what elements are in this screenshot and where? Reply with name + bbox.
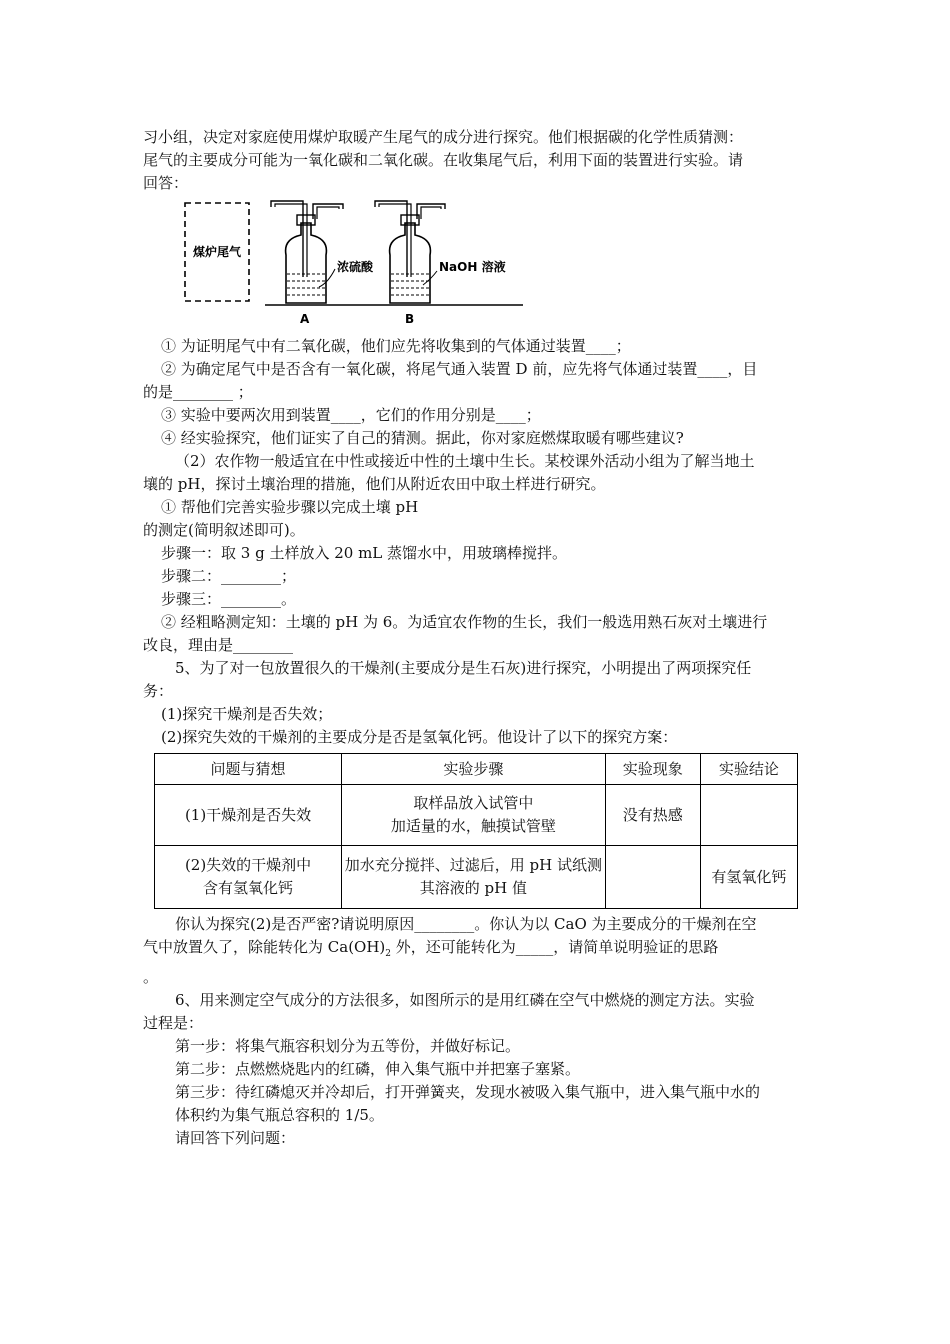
- cell-line: 取样品放入试管中: [413, 794, 534, 812]
- q1-line-5: ④ 经实验探究，他们证实了自己的猜测。据此，你对家庭燃煤取暖有哪些建议?: [161, 429, 684, 447]
- document-page: [143, 126, 811, 1150]
- table-cell: 有氢氧化钙: [700, 846, 797, 909]
- q5-line-4: (2)探究失效的干燥剂的主要成分是否是氢氧化钙。他设计了以下的探究方案：: [161, 728, 678, 746]
- q6-step-1: 第一步：将集气瓶容积划分为五等份，并做好标记。: [175, 1037, 521, 1055]
- table-header: 实验结论: [700, 754, 797, 785]
- q1-line-3: 的是________ ；: [143, 383, 253, 401]
- table-cell: [700, 785, 797, 846]
- after-table-line-2: [143, 936, 811, 966]
- after-table-line-2-pre: 气中放置久了，除能转化为 Ca(OH): [143, 938, 386, 956]
- table-cell: 没有热感: [605, 785, 700, 846]
- q6-step-2: 第二步：点燃燃烧匙内的红磷，伸入集气瓶中并把塞子塞紧。: [175, 1060, 581, 1078]
- bottle-b: [375, 201, 445, 303]
- q6-prompt: 请回答下列问题：: [175, 1129, 296, 1147]
- bottle-b-reagent: NaOH 溶液: [439, 260, 506, 274]
- table-cell: [342, 846, 606, 909]
- intro-line-1: 习小组，决定对家庭使用煤炉取暖产生尾气的成分进行探究。他们根据碳的化学性质猜测：: [143, 128, 744, 146]
- cell-line: 加水充分搅拌、过滤后，用 pH 试纸测: [344, 856, 602, 874]
- apparatus-figure: [143, 199, 811, 329]
- bottle-a: [271, 201, 343, 303]
- q6-step-3: 第三步：待红磷熄灭并冷却后，打开弹簧夹，发现水被吸入集气瓶中，进入集气瓶中水的: [175, 1083, 761, 1101]
- q2-line-9: 改良，理由是________: [143, 636, 294, 654]
- table-cell: [155, 846, 342, 909]
- q2-line-8: ② 经粗略测定知：土壤的 pH 为 6。为适宜农作物的生长，我们一般选用熟石灰对土壤进行: [161, 613, 768, 631]
- table-cell: [342, 785, 606, 846]
- q6-line-2: 过程是：: [143, 1014, 204, 1032]
- after-table-line-3: 。: [143, 968, 159, 986]
- table-cell: (1)干燥剂是否失效: [155, 785, 342, 846]
- subscript-2: 2: [385, 949, 392, 959]
- table-row: [155, 846, 798, 909]
- q2-step-3: 步骤三：________。: [161, 590, 297, 608]
- cell-line: (2)失效的干燥剂中: [184, 856, 312, 874]
- table-row: [155, 785, 798, 846]
- table-header: 问题与猜想: [155, 754, 342, 785]
- cell-line: 其溶液的 pH 值: [419, 879, 527, 897]
- after-table-line-1: 你认为探究(2)是否严密?请说明原因________。你认为以 CaO 为主要成分的干燥剂在空: [175, 915, 757, 933]
- q5-line-1: 5、为了对一包放置很久的干燥剂(主要成分是生石灰)进行探究，小明提出了两项探究任: [175, 659, 752, 677]
- q1-line-1: ① 为证明尾气中有二氧化碳，他们应先将收集到的气体通过装置____；: [161, 337, 631, 355]
- after-table-line-2-post: 外，还可能转化为_____，请简单说明验证的思路: [391, 938, 719, 956]
- label-a: A: [300, 312, 310, 326]
- table-cell: [605, 846, 700, 909]
- cell-line: 加适量的水，触摸试管壁: [390, 817, 556, 835]
- q2-line-4: 的测定(简明叙述即可)。: [143, 521, 305, 539]
- intro-line-2: 尾气的主要成分可能为一氧化碳和二氧化碳。在收集尾气后，利用下面的装置进行实验。请: [143, 151, 744, 169]
- q2-step-1: 步骤一：取 3 g 土样放入 20 mL 蒸馏水中，用玻璃棒搅拌。: [161, 544, 568, 562]
- q2-step-2: 步骤二：________；: [161, 567, 297, 585]
- q5-line-3: (1)探究干燥剂是否失效；: [161, 705, 333, 723]
- exhaust-gas-label: 煤炉尾气: [192, 245, 242, 259]
- bottle-a-reagent: 浓硫酸: [337, 260, 374, 274]
- q2-line-2: 壤的 pH，探讨土壤治理的措施，他们从附近农田中取土样进行研究。: [143, 475, 606, 493]
- experiment-table: [154, 753, 798, 909]
- apparatus-drawing: [183, 199, 523, 327]
- q1-line-2: ② 为确定尾气中是否含有一氧化碳，将尾气通入装置 D 前，应先将气体通过装置____，目: [161, 360, 758, 378]
- q2-line-1: （2）农作物一般适宜在中性或接近中性的土壤中生长。某校课外活动小组为了解当地土: [175, 452, 755, 470]
- table-header: 实验现象: [605, 754, 700, 785]
- q6-step-3-cont: 体积约为集气瓶总容积的 1/5。: [175, 1106, 384, 1124]
- table-header-row: [155, 754, 798, 785]
- q5-line-2: 务：: [143, 682, 174, 700]
- q2-line-3: ① 帮他们完善实验步骤以完成土壤 pH: [161, 498, 419, 516]
- cell-line: 含有氢氧化钙: [203, 879, 294, 897]
- q6-line-1: 6、用来测定空气成分的方法很多，如图所示的是用红磷在空气中燃烧的测定方法。实验: [175, 991, 755, 1009]
- label-b: B: [405, 312, 415, 326]
- q1-line-4: ③ 实验中要两次用到装置____，它们的作用分别是____；: [161, 406, 541, 424]
- table-header: 实验步骤: [342, 754, 606, 785]
- intro-line-3: 回答：: [143, 174, 189, 192]
